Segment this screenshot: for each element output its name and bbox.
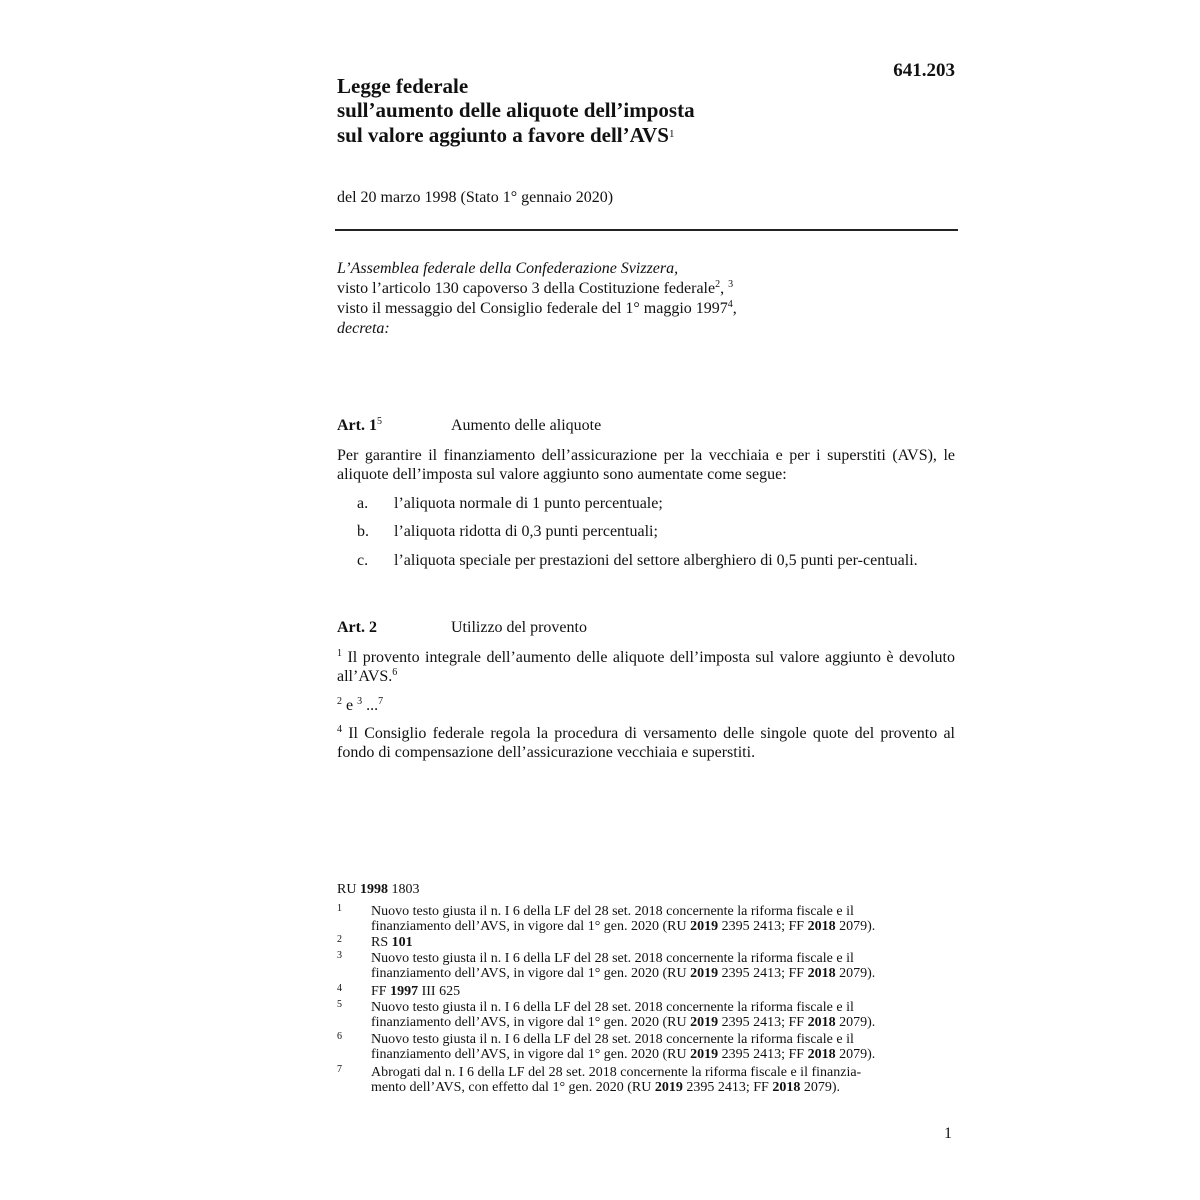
fn7-b2: 2018 (772, 1080, 801, 1095)
fn6-end: 2079). (835, 1047, 876, 1062)
fn3-end: 2079). (835, 966, 876, 981)
fn1-mid: 2395 2413; FF (718, 919, 808, 934)
preamble-message (337, 299, 957, 319)
art2-heading (337, 619, 587, 637)
footnote-1-number: 1 (337, 903, 342, 914)
fn2-b: 101 (391, 935, 413, 950)
footnote-3-line2 (371, 966, 961, 981)
art1-number (337, 417, 451, 435)
title-line-2: sull’aumento delle aliquote dell’imposta (337, 98, 695, 122)
footnote-4-text (371, 984, 961, 999)
fn5-l2a: finanziamento dell’AVS, in vigore dal 1° gen. 2020 (RU (371, 1015, 691, 1030)
fn1-end: 2079). (835, 919, 876, 934)
footnote-ru (337, 882, 419, 897)
footnote-7-text (371, 1065, 961, 1095)
art1-number-text: Art. 1 (337, 417, 377, 434)
footnote-7-number: 7 (337, 1064, 342, 1075)
title-line-3 (337, 122, 695, 147)
fn3-l2a: finanziamento dell’AVS, in vigore dal 1° gen. 2020 (RU (371, 966, 691, 981)
footnote-5-text (371, 1000, 961, 1030)
art2-p4-text: Il Consiglio federale regola la procedura di versamento delle singole quote del provento al fondo di compensazione dell’assicurazione vecchiaia e superstiti. (337, 725, 955, 761)
header-divider (335, 229, 958, 231)
fn4-c: III 625 (418, 984, 461, 999)
preamble-message-text: visto il messaggio del Consiglio federale del 1° maggio 1997 (337, 300, 728, 317)
art1-item-b-text: l’aliquota ridotta di 0,3 punti percentuali; (394, 523, 658, 540)
title-line-1: Legge federale (337, 74, 469, 98)
footnote-3-line1: Nuovo testo giusta il n. I 6 della LF del 28 set. 2018 concernente la riforma fiscale e il (371, 951, 854, 966)
footnote-ref-4[interactable]: 4 (727, 299, 733, 310)
document-title (337, 74, 695, 147)
footnote-1-line2 (371, 919, 961, 934)
fn6-mid: 2395 2413; FF (718, 1047, 808, 1062)
fn5-end: 2079). (835, 1015, 876, 1030)
fn7-mid: 2395 2413; FF (682, 1080, 773, 1095)
footnote-3-text (371, 951, 961, 981)
art1-item-c-label: c. (357, 552, 369, 569)
art1-title: Aumento delle aliquote (451, 417, 602, 434)
footnote-ref-7[interactable]: 7 (378, 696, 384, 707)
fn4-a: FF (371, 984, 391, 999)
fn6-l2a: finanziamento dell’AVS, in vigore dal 1° gen. 2020 (RU (371, 1047, 691, 1062)
fn7-end: 2079). (800, 1080, 841, 1095)
art1-intro: Per garantire il finanziamento dell’assicurazione per la vecchiaia e per i superstiti (AVS), le aliquote dell’imposta sul valore aggiunto sono aumentate come segue: (337, 447, 955, 483)
preamble-decreta: decreta: (337, 320, 390, 337)
footnote-6-line1: Nuovo testo giusta il n. I 6 della LF del 28 set. 2018 concernente la riforma fiscale e il (371, 1032, 854, 1047)
fn3-b2: 2018 (807, 966, 836, 981)
footnote-7-line2 (371, 1080, 961, 1095)
footnote-7-line1: Abrogati dal n. I 6 della LF del 28 set. 2018 concernente la riforma fiscale e il finanzia- (371, 1065, 862, 1080)
title-line-3-text: sul valore aggiunto a favore dell’AVS (337, 123, 669, 147)
footnote-6-number: 6 (337, 1031, 342, 1042)
footnote-2-number: 2 (337, 934, 342, 945)
footnote-1-text (371, 904, 961, 934)
sr-number: 641.203 (893, 60, 955, 81)
fn6-b1: 2019 (690, 1047, 719, 1062)
art1-item-c-text: l’aliquota speciale per prestazioni del settore alberghiero di 0,5 punti per-centuali. (394, 552, 918, 569)
art2-p3-number: 3 (357, 696, 363, 707)
ru-prefix: RU (337, 882, 360, 897)
preamble (337, 259, 957, 339)
footnote-ref-6[interactable]: 6 (392, 667, 398, 678)
art1-item-a-label: a. (357, 495, 369, 512)
art2-paragraph-4 (337, 724, 955, 762)
art2-p1-text: Il provento integrale dell’aumento delle aliquote dell’imposta sul valore aggiunto è devoluto all’AVS. (337, 649, 955, 685)
footnote-ref-2[interactable]: 2 (715, 279, 721, 290)
footnote-1-line1: Nuovo testo giusta il n. I 6 della LF del 28 set. 2018 concernente la riforma fiscale e il (371, 904, 854, 919)
art2-paragraph-1 (337, 648, 955, 686)
fn7-b1: 2019 (654, 1080, 683, 1095)
fn7-l2a: mento dell’AVS, con effetto dal 1° gen. 2020 (RU (371, 1080, 655, 1095)
footnote-ref-5[interactable]: 5 (376, 416, 382, 427)
fn1-b2: 2018 (807, 919, 836, 934)
art1-item-a-text: l’aliquota normale di 1 punto percentuale; (394, 495, 663, 512)
footnote-4-number: 4 (337, 983, 342, 994)
ru-year: 1998 (359, 882, 388, 897)
art2-p23-text: ... (362, 697, 379, 714)
art1-heading (337, 417, 601, 435)
ru-page: 1803 (387, 882, 420, 897)
art2-number: Art. 2 (337, 619, 377, 636)
art2-p2-number: 2 (337, 696, 342, 707)
page-number: 1 (944, 1125, 952, 1142)
art2-paragraph-2-3 (337, 696, 955, 715)
footnote-6-text (371, 1032, 961, 1062)
art2-title: Utilizzo del provento (451, 619, 587, 636)
art1-item-b-label: b. (357, 523, 369, 540)
footnote-2-text (371, 935, 961, 950)
fn5-b2: 2018 (807, 1015, 836, 1030)
preamble-assembly: L’Assemblea federale della Confederazione Svizzera, (337, 260, 679, 277)
fn1-b1: 2019 (690, 919, 719, 934)
footnote-ref-3[interactable]: 3 (728, 279, 734, 290)
fn5-b1: 2019 (690, 1015, 719, 1030)
footnote-3-number: 3 (337, 950, 342, 961)
footnote-6-line2 (371, 1047, 961, 1062)
fn1-l2a: finanziamento dell’AVS, in vigore dal 1° gen. 2020 (RU (371, 919, 691, 934)
footnote-5-line1: Nuovo testo giusta il n. I 6 della LF del 28 set. 2018 concernente la riforma fiscale e il (371, 1000, 854, 1015)
fn6-b2: 2018 (807, 1047, 836, 1062)
fn3-b1: 2019 (690, 966, 719, 981)
fn2-a: RS (371, 935, 392, 950)
fn3-mid: 2395 2413; FF (718, 966, 808, 981)
footnote-5-number: 5 (337, 999, 342, 1010)
art2-p23-mid: e (342, 697, 358, 714)
fn4-b: 1997 (390, 984, 419, 999)
preamble-constitution-text: visto l’articolo 130 capoverso 3 della Costituzione federale (337, 280, 716, 297)
preamble-sep: , (720, 280, 729, 297)
art2-p1-number: 1 (337, 648, 342, 659)
document-date: del 20 marzo 1998 (Stato 1° gennaio 2020) (337, 189, 614, 206)
preamble-constitution (337, 279, 957, 299)
title-footnote-ref[interactable]: 1 (668, 128, 675, 140)
art2-p4-number: 4 (337, 724, 342, 735)
footnote-5-line2 (371, 1015, 961, 1030)
preamble-message-end: , (732, 300, 737, 317)
fn5-mid: 2395 2413; FF (718, 1015, 808, 1030)
